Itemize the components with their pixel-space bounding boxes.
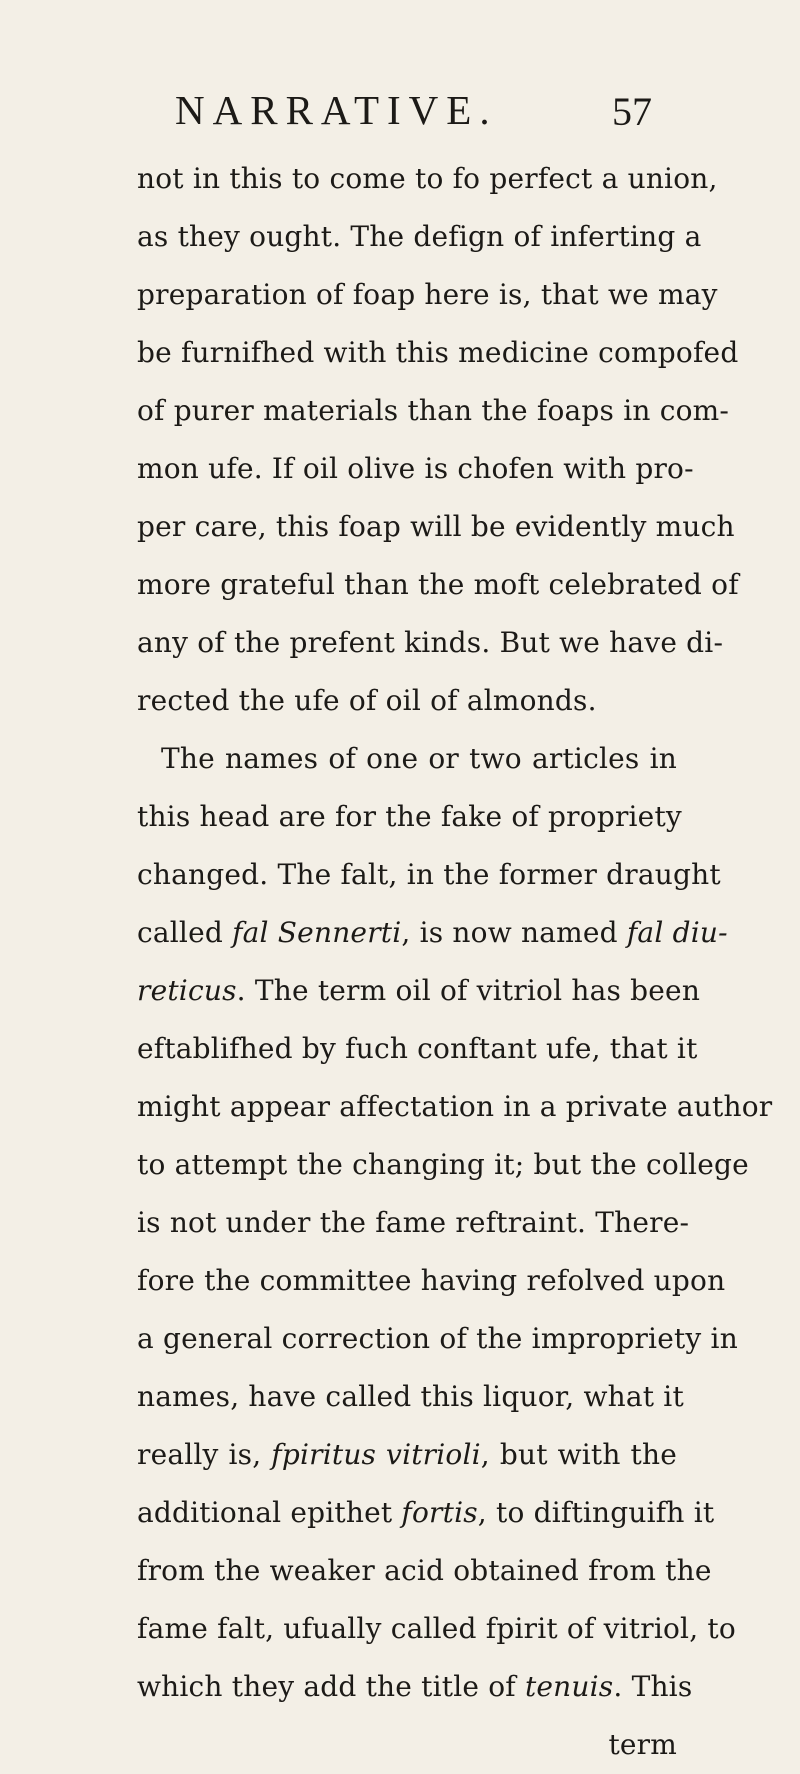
text-line: reticus. The term oil of vitriol has been (137, 974, 701, 1007)
running-head (0, 86, 800, 146)
text-line: not in this to come to fo perfect a union, (137, 162, 718, 195)
text-line: The names of one or two articles in (161, 742, 677, 775)
text-line: changed. The falt, in the former draught (137, 858, 721, 891)
text-line: be furnifhed with this medicine compofed (137, 336, 739, 369)
body-text (137, 150, 773, 1774)
text-line: really is, fpiritus vitrioli, but with the (137, 1438, 677, 1471)
text-line: eftablifhed by fuch conftant ufe, that it (137, 1032, 698, 1065)
text-line: rected the ufe of oil of almonds. (137, 684, 597, 717)
text-line: which they add the title of tenuis. This (137, 1670, 693, 1703)
text-line: called fal Sennerti, is now named fal diu- (137, 916, 728, 949)
text-line: a general correction of the impropriety in (137, 1322, 738, 1355)
text-line: of purer materials than the foaps in com- (137, 394, 730, 427)
text-line: fame falt, ufually called fpirit of vitriol, to (137, 1612, 736, 1645)
page-number: 57 (612, 89, 652, 134)
text-line: per care, this foap will be evidently much (137, 510, 735, 543)
catchword: term (608, 1728, 677, 1761)
text-line: any of the prefent kinds. But we have di- (137, 626, 724, 659)
text-line: this head are for the fake of propriety (137, 800, 682, 833)
text-line: mon ufe. If oil olive is chofen with pro- (137, 452, 694, 485)
text-line: from the weaker acid obtained from the (137, 1554, 712, 1587)
text-line: additional epithet fortis, to diftinguifh it (137, 1496, 715, 1529)
text-line: preparation of foap here is, that we may (137, 278, 718, 311)
running-title: NARRATIVE. (175, 87, 498, 133)
text-line: as they ought. The defign of inferting a (137, 220, 702, 253)
text-line: names, have called this liquor, what it (137, 1380, 684, 1413)
text-line: fore the committee having refolved upon (137, 1264, 726, 1297)
text-line: is not under the fame reftraint. There- (137, 1206, 690, 1239)
text-line: more grateful than the moft celebrated of (137, 568, 739, 601)
text-line: might appear affectation in a private author (137, 1090, 773, 1123)
text-line: to attempt the changing it; but the college (137, 1148, 749, 1181)
